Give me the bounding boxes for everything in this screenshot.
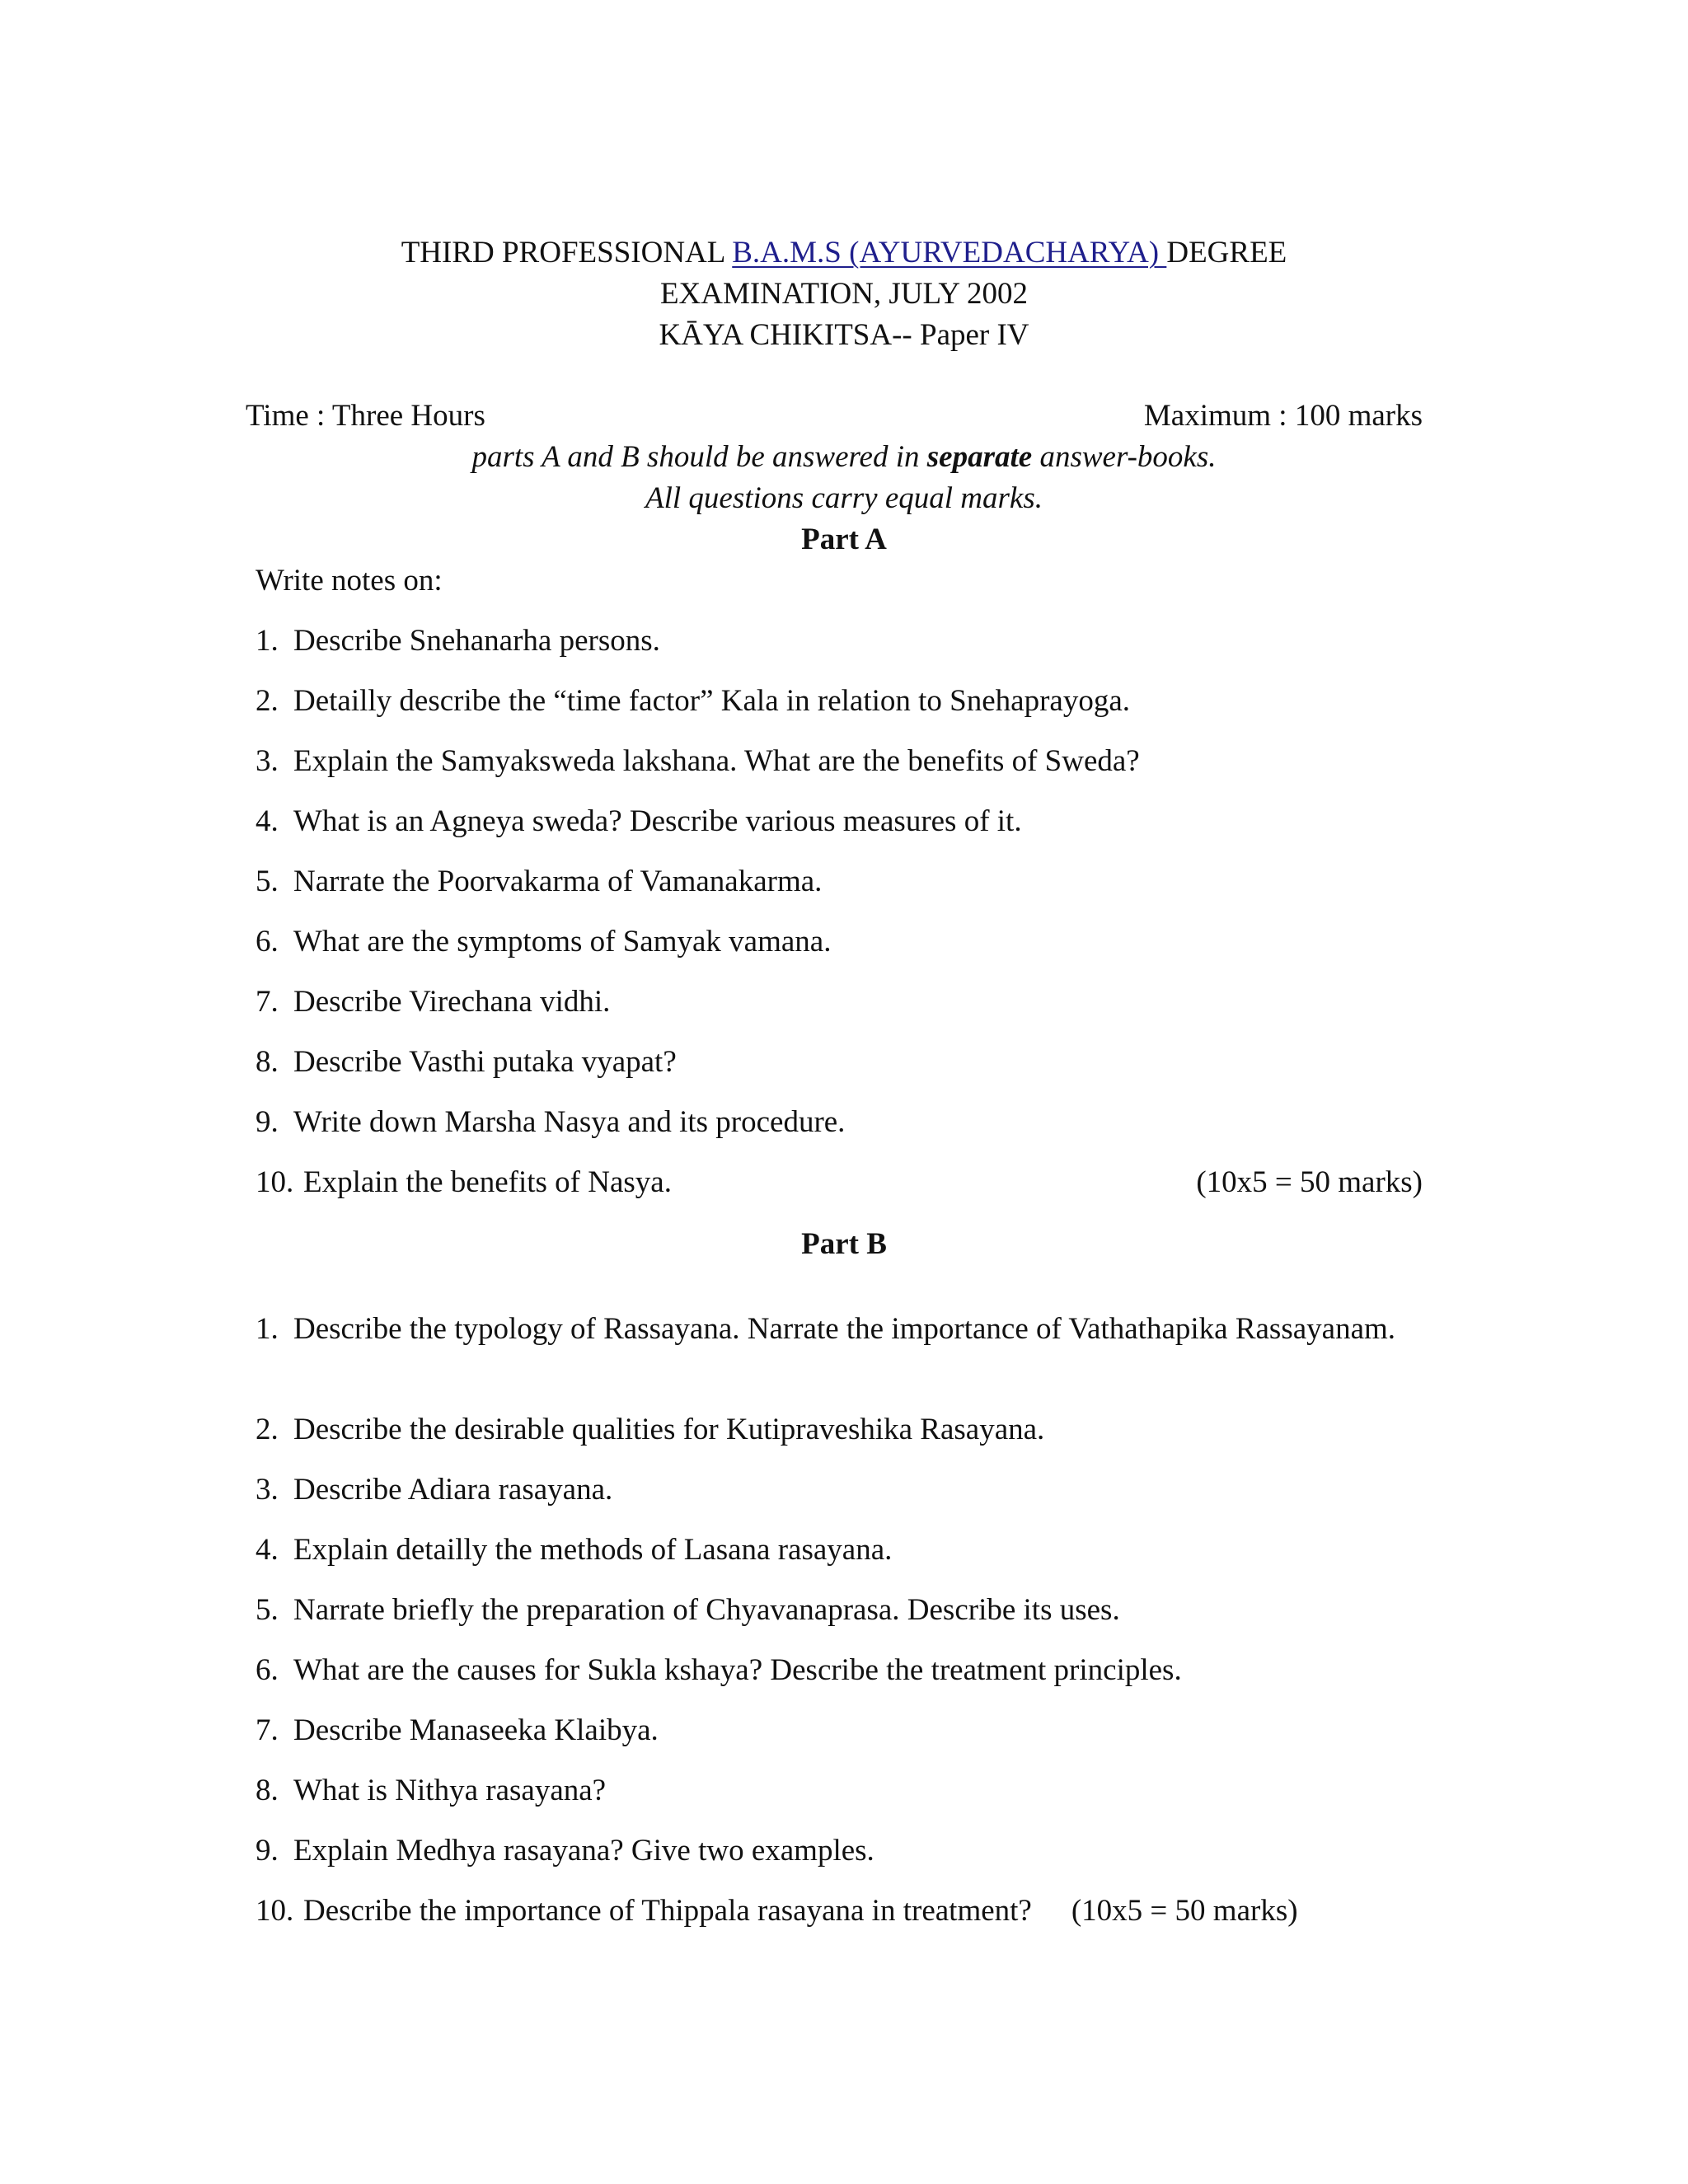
- header-suffix: DEGREE: [1166, 236, 1287, 269]
- instruction-line-2: All questions carry equal marks.: [645, 481, 1043, 515]
- question-number: 1.: [256, 1312, 279, 1346]
- instruction-suffix: answer-books.: [1032, 440, 1217, 474]
- question-text: Describe the desirable qualities for Kutipraveshika Rasayana.: [293, 1413, 1045, 1446]
- question-text: Explain the benefits of Nasya.: [303, 1165, 672, 1199]
- question-number: 1.: [256, 624, 279, 658]
- question-text: Explain Medhya rasayana? Give two examples.: [293, 1834, 874, 1868]
- question-item: [256, 861, 1423, 921]
- question-text: What are the causes for Sukla kshaya? Describe the treatment principles.: [293, 1653, 1182, 1687]
- exam-header: [0, 232, 1688, 356]
- question-number: 2.: [256, 1413, 279, 1446]
- question-text: What are the symptoms of Samyak vamana.: [293, 925, 832, 958]
- instruction-prefix: parts A and B should be answered in: [471, 440, 927, 474]
- question-number: 8.: [256, 1774, 279, 1807]
- question-text: What is Nithya rasayana?: [293, 1774, 607, 1807]
- maximum-marks: Maximum : 100 marks: [1143, 399, 1423, 433]
- question-text: Describe Virechana vidhi.: [293, 985, 611, 1019]
- question-text: Describe the typology of Rassayana. Narrate the importance of Vathathapika Rassayanam.: [293, 1312, 1396, 1346]
- question-text: Narrate the Poorvakarma of Vamanakarma.: [293, 865, 823, 898]
- part-a-question-list: [256, 621, 1423, 1222]
- question-text: Describe Snehanarha persons.: [293, 624, 660, 658]
- question-item: [256, 1309, 1423, 1409]
- header-line-1: [0, 232, 1688, 274]
- instruction-bold: separate: [926, 440, 1033, 474]
- part-b-heading: Part B: [801, 1227, 887, 1261]
- question-number: 2.: [256, 684, 279, 718]
- part-a-intro: Write notes on:: [256, 564, 443, 598]
- question-item: [256, 681, 1423, 741]
- question-number: 3.: [256, 1473, 279, 1507]
- exam-instructions: [0, 437, 1688, 560]
- time-allowed: Time : Three Hours: [246, 399, 485, 433]
- question-text: Describe the importance of Thippala rasayana in treatment?: [303, 1894, 1032, 1928]
- question-number: 5.: [256, 865, 279, 898]
- question-text: Explain detailly the methods of Lasana rasayana.: [293, 1533, 893, 1567]
- question-item: [256, 801, 1423, 861]
- question-number: 8.: [256, 1045, 279, 1079]
- header-line-3: KĀYA CHIKITSA-- Paper IV: [659, 318, 1029, 352]
- question-number: 7.: [256, 1713, 279, 1747]
- question-item: [256, 1710, 1423, 1770]
- question-item: [256, 741, 1423, 801]
- question-number: 4.: [256, 804, 279, 838]
- question-item: [256, 982, 1423, 1042]
- question-number: 4.: [256, 1533, 279, 1567]
- question-item: [256, 1102, 1423, 1162]
- question-item: [256, 1469, 1423, 1530]
- question-text: What is an Agneya sweda? Describe various measures of it.: [293, 804, 1022, 838]
- question-number: 5.: [256, 1593, 279, 1627]
- question-text: Describe Adiara rasayana.: [293, 1473, 613, 1507]
- question-item: [256, 1891, 1423, 1951]
- question-item: [256, 1530, 1423, 1590]
- question-item: [256, 1042, 1423, 1102]
- part-a-marks: (10x5 = 50 marks): [1196, 1165, 1423, 1199]
- question-number: 9.: [256, 1834, 279, 1868]
- part-b-marks: (10x5 = 50 marks): [1071, 1894, 1298, 1928]
- question-text: Describe Vasthi putaka vyapat?: [293, 1045, 677, 1079]
- part-b-question-list: [256, 1309, 1423, 1951]
- question-item: [256, 1590, 1423, 1650]
- question-number: 6.: [256, 1653, 279, 1687]
- question-item: [256, 921, 1423, 982]
- question-text: Narrate briefly the preparation of Chyavanaprasa. Describe its uses.: [293, 1593, 1120, 1627]
- degree-link[interactable]: B.A.M.S (AYURVEDACHARYA): [732, 236, 1167, 269]
- question-text: Explain the Samyaksweda lakshana. What are the benefits of Sweda?: [293, 744, 1140, 778]
- question-number: 7.: [256, 985, 279, 1019]
- question-number: 6.: [256, 925, 279, 958]
- question-item: [256, 1770, 1423, 1830]
- question-item: [256, 1830, 1423, 1891]
- question-number: 10.: [256, 1894, 294, 1928]
- question-text: Detailly describe the “time factor” Kala in relation to Snehaprayoga.: [293, 684, 1131, 718]
- question-item: [256, 1650, 1423, 1710]
- part-a-heading: Part A: [801, 523, 887, 556]
- header-line-2: EXAMINATION, JULY 2002: [659, 277, 1029, 311]
- question-text: Describe Manaseeka Klaibya.: [293, 1713, 659, 1747]
- question-number: 9.: [256, 1105, 279, 1139]
- instruction-line-1: [0, 437, 1688, 478]
- question-number: 10.: [256, 1165, 294, 1199]
- question-number: 3.: [256, 744, 279, 778]
- question-item: [256, 621, 1423, 681]
- question-text: Write down Marsha Nasya and its procedure.: [293, 1105, 846, 1139]
- question-item: [256, 1409, 1423, 1469]
- header-prefix: THIRD PROFESSIONAL: [401, 236, 733, 269]
- question-item: [256, 1162, 1423, 1222]
